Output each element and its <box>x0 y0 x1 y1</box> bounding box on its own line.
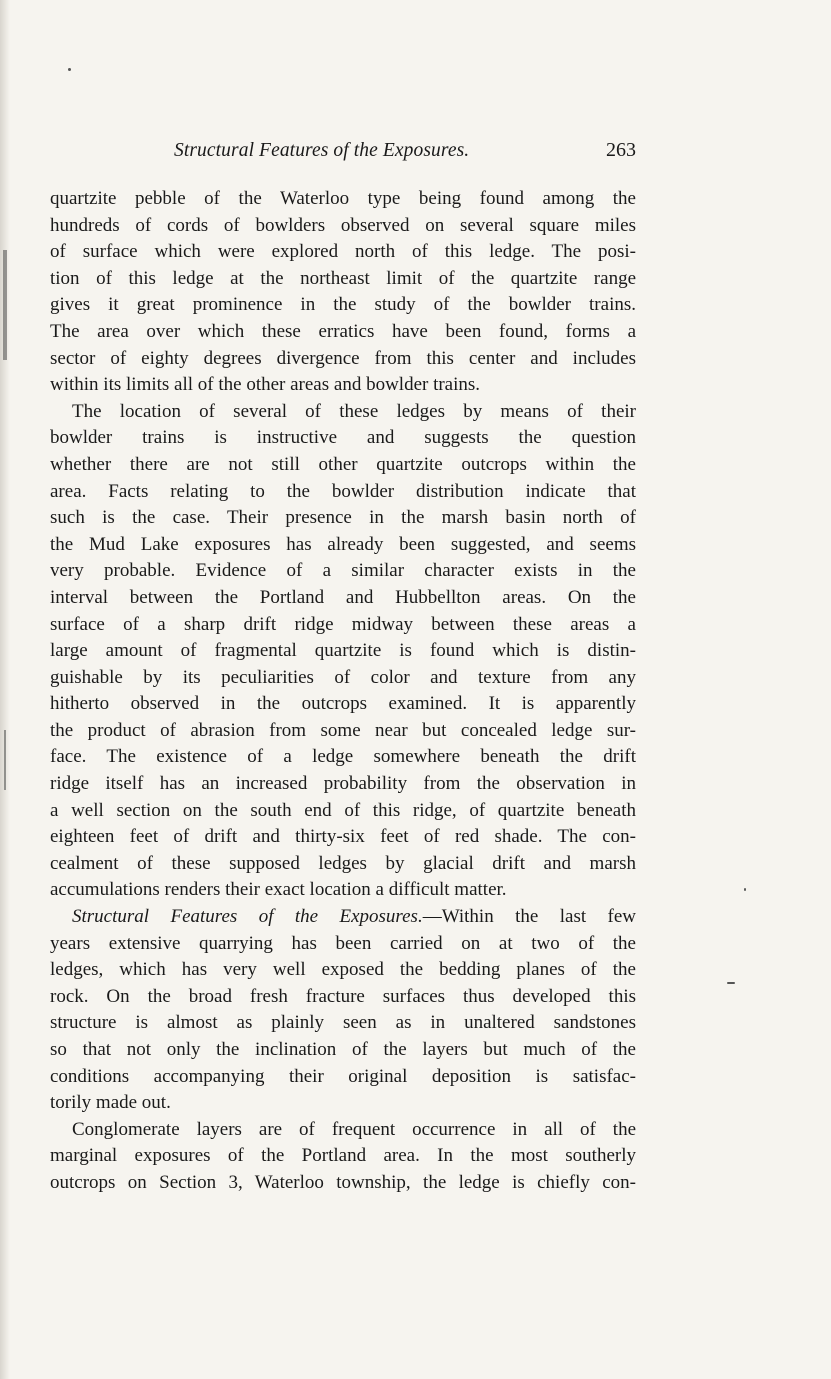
text-line: conditions accompanying their original deposition is satisfac- <box>50 1065 636 1087</box>
text-line: tion of this ledge at the northeast limit of the quartzite range <box>50 267 636 289</box>
text-line: sector of eighty degrees divergence from this center and includes <box>50 347 636 369</box>
text-run: —Within the last few <box>422 906 636 928</box>
text-line: the Mud Lake exposures has already been suggested, and seems <box>50 533 636 555</box>
page-number: 263 <box>606 139 636 161</box>
text-line: rock. On the broad fresh fracture surfaces thus developed this <box>50 985 636 1007</box>
text-line: The area over which these erratics have been found, forms a <box>50 320 636 342</box>
text-line: bowlder trains is instructive and suggests the question <box>50 427 636 449</box>
text-line: very probable. Evidence of a similar character exists in the <box>50 560 636 582</box>
text-line: ridge itself has an increased probability from the observation in <box>50 773 636 795</box>
text-line: hundreds of cords of bowlders observed on several square miles <box>50 214 636 236</box>
section-heading: Structural Features of the Exposures. <box>72 906 423 928</box>
text-line: The location of several of these ledges by means of their <box>72 400 636 422</box>
paragraph-4 <box>50 1117 636 1197</box>
paragraph-2 <box>50 399 636 904</box>
page-edge-mark <box>4 730 6 790</box>
text-line: such is the case. Their presence in the marsh basin north of <box>50 507 636 529</box>
text-line: gives it great prominence in the study of the bowlder trains. <box>50 294 636 316</box>
text-line: the product of abrasion from some near but concealed ledge sur- <box>50 719 636 741</box>
page-header <box>50 138 638 168</box>
text-line: guishable by its peculiarities of color and texture from any <box>50 666 636 688</box>
text-line: within its limits all of the other areas and bowlder trains. <box>50 374 481 396</box>
text-line: interval between the Portland and Hubbellton areas. On the <box>50 586 636 608</box>
text-line: of surface which were explored north of this ledge. The posi- <box>50 241 636 263</box>
text-line <box>50 904 636 931</box>
text-line: cealment of these supposed ledges by glacial drift and marsh <box>50 852 636 874</box>
paper-speck <box>68 68 71 71</box>
text-line: eighteen feet of drift and thirty-six feet of red shade. The con- <box>50 826 636 848</box>
text-line: years extensive quarrying has been carried on at two of the <box>50 932 636 954</box>
paper-speck <box>727 982 735 984</box>
text-line: surface of a sharp drift ridge midway between these areas a <box>50 613 636 635</box>
text-line: a well section on the south end of this ridge, of quartzite beneath <box>50 799 636 821</box>
text-line: face. The existence of a ledge somewhere beneath the drift <box>50 746 636 768</box>
text-line: area. Facts relating to the bowlder distribution indicate that <box>50 480 636 502</box>
running-title: Structural Features of the Exposures. <box>174 140 470 161</box>
page-edge <box>0 0 10 1379</box>
text-line: structure is almost as plainly seen as in unaltered sandstones <box>50 1012 636 1034</box>
page-edge-mark <box>3 250 7 360</box>
text-line: so that not only the inclination of the layers but much of the <box>50 1039 636 1060</box>
text-line: hitherto observed in the outcrops examined. It is apparently <box>50 693 636 715</box>
paper-speck <box>744 888 746 891</box>
text-line: marginal exposures of the Portland area. In the most southerly <box>50 1145 636 1167</box>
text-line: accumulations renders their exact location a difficult matter. <box>50 879 507 901</box>
text-line: outcrops on Section 3, Waterloo township, the ledge is chiefly con- <box>50 1171 636 1193</box>
text-line: Conglomerate layers are of frequent occurrence in all of the <box>72 1118 636 1140</box>
body-text <box>50 186 636 1197</box>
paragraph-3 <box>50 904 636 1117</box>
paragraph-1 <box>50 186 636 399</box>
text-line: torily made out. <box>50 1092 171 1114</box>
text-line: quartzite pebble of the Waterloo type being found among the <box>50 188 636 209</box>
text-line: large amount of fragmental quartzite is found which is distin- <box>50 640 636 662</box>
text-line: ledges, which has very well exposed the bedding planes of the <box>50 959 636 981</box>
text-line: whether there are not still other quartzite outcrops within the <box>50 453 636 475</box>
